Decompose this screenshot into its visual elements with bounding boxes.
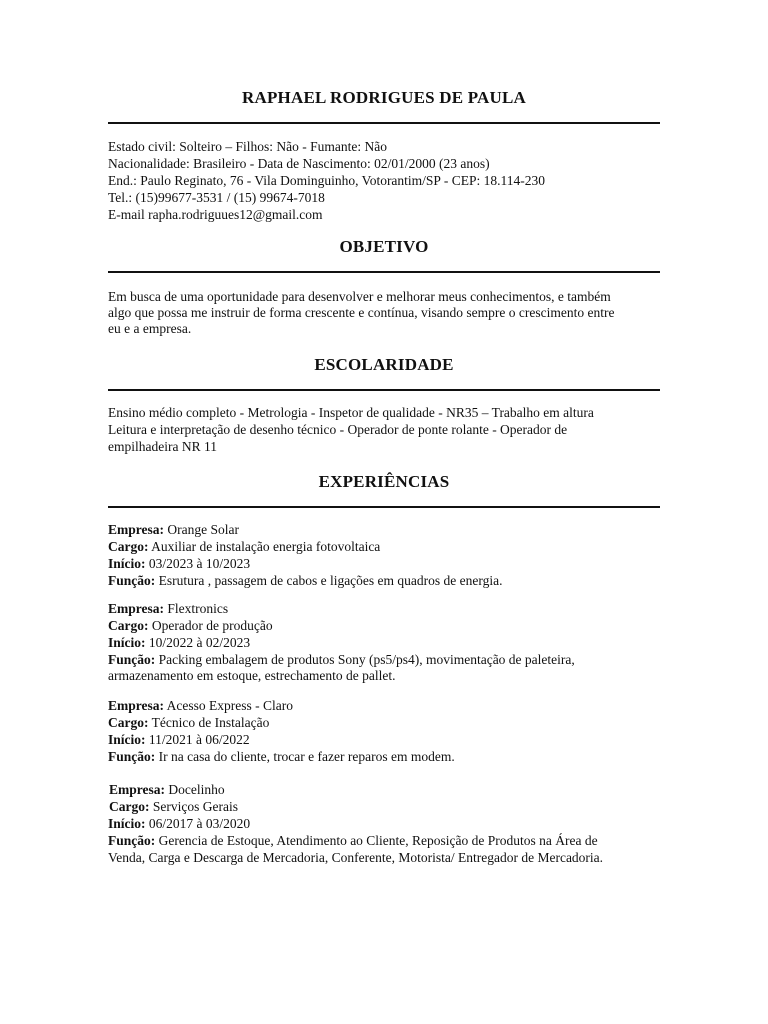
section-title-escolaridade: ESCOLARIDADE [314,355,454,374]
job-start [108,816,668,833]
job-function [108,833,668,850]
role-name: Auxiliar de instalação energia fotovoltaica [151,539,381,554]
label-inicio: Início: [108,732,146,747]
label-cargo: Cargo: [108,539,149,554]
label-empresa: Empresa: [108,698,164,713]
job-function-text: Packing embalagem de produtos Sony (ps5/ps4), movimentação de paleteira, [158,652,575,667]
divider [108,389,660,391]
label-empresa: Empresa: [108,522,164,537]
email: E-mail rapha.rodriguues12@gmail.com [108,207,323,222]
job-period: 10/2022 à 02/2023 [148,635,251,650]
candidate-name: RAPHAEL RODRIGUES DE PAULA [242,88,526,107]
civil-status: Estado civil: Solteiro – Filhos: Não - Fumante: Não [108,139,387,154]
label-inicio: Início: [108,816,146,831]
job-company [108,522,668,539]
job-function-text: Esrutura , passagem de cabos e ligações em quadros de energia. [158,573,503,588]
job-company [108,698,668,715]
label-cargo: Cargo: [109,799,150,814]
objective-line: algo que possa me instruir de forma crescente e contínua, visando sempre o crescimento entre [108,305,615,320]
company-name: Orange Solar [167,522,239,537]
label-funcao: Função: [108,573,156,588]
label-empresa: Empresa: [109,782,165,797]
section-title-objetivo: OBJETIVO [339,237,429,256]
job-function [108,749,668,766]
label-funcao: Função: [108,833,156,848]
role-name: Operador de produção [151,618,273,633]
job-company [109,782,669,799]
divider [108,506,660,508]
job-period: 11/2021 à 06/2022 [148,732,250,747]
address: End.: Paulo Reginato, 76 - Vila Dominguinho, Votorantim/SP - CEP: 18.114-230 [108,173,545,188]
job-function [108,573,668,590]
divider [108,122,660,124]
divider [108,271,660,273]
objective-line: Em busca de uma oportunidade para desenvolver e melhorar meus conhecimentos, e também [108,289,611,304]
job-function [108,652,668,669]
job-company [108,601,668,618]
education-line: Ensino médio completo - Metrologia - Inspetor de qualidade - NR35 – Trabalho em altura [108,405,594,420]
objective-line: eu e a empresa. [108,321,192,336]
label-inicio: Início: [108,556,146,571]
job-role [108,539,668,556]
job-function-continued: armazenamento em estoque, estrechamento de pallet. [108,668,396,683]
company-name: Acesso Express - Claro [166,698,293,713]
education-line: empilhadeira NR 11 [108,439,217,454]
company-name: Flextronics [167,601,229,616]
label-inicio: Início: [108,635,146,650]
label-funcao: Função: [108,749,156,764]
job-start [108,556,668,573]
label-empresa: Empresa: [108,601,164,616]
role-name: Técnico de Instalação [151,715,270,730]
job-role [108,715,668,732]
section-title-experiencias: EXPERIÊNCIAS [318,472,450,491]
role-name: Serviços Gerais [152,799,238,814]
job-function-continued: Venda, Carga e Descarga de Mercadoria, Conferente, Motorista/ Entregador de Mercadoria. [108,850,604,865]
education-line: Leitura e interpretação de desenho técnico - Operador de ponte rolante - Operador de [108,422,568,437]
job-start [108,732,668,749]
job-role [108,618,668,635]
label-funcao: Função: [108,652,156,667]
job-function-text: Gerencia de Estoque, Atendimento ao Cliente, Reposição de Produtos na Área de [158,833,598,848]
phone: Tel.: (15)99677-3531 / (15) 99674-7018 [108,190,325,205]
job-period: 03/2023 à 10/2023 [148,556,251,571]
nationality-birth: Nacionalidade: Brasileiro - Data de Nascimento: 02/01/2000 (23 anos) [108,156,490,171]
job-role [109,799,669,816]
label-cargo: Cargo: [108,618,149,633]
company-name: Docelinho [168,782,225,797]
job-start [108,635,668,652]
job-period: 06/2017 à 03/2020 [148,816,251,831]
label-cargo: Cargo: [108,715,149,730]
job-function-text: Ir na casa do cliente, trocar e fazer reparos em modem. [158,749,455,764]
